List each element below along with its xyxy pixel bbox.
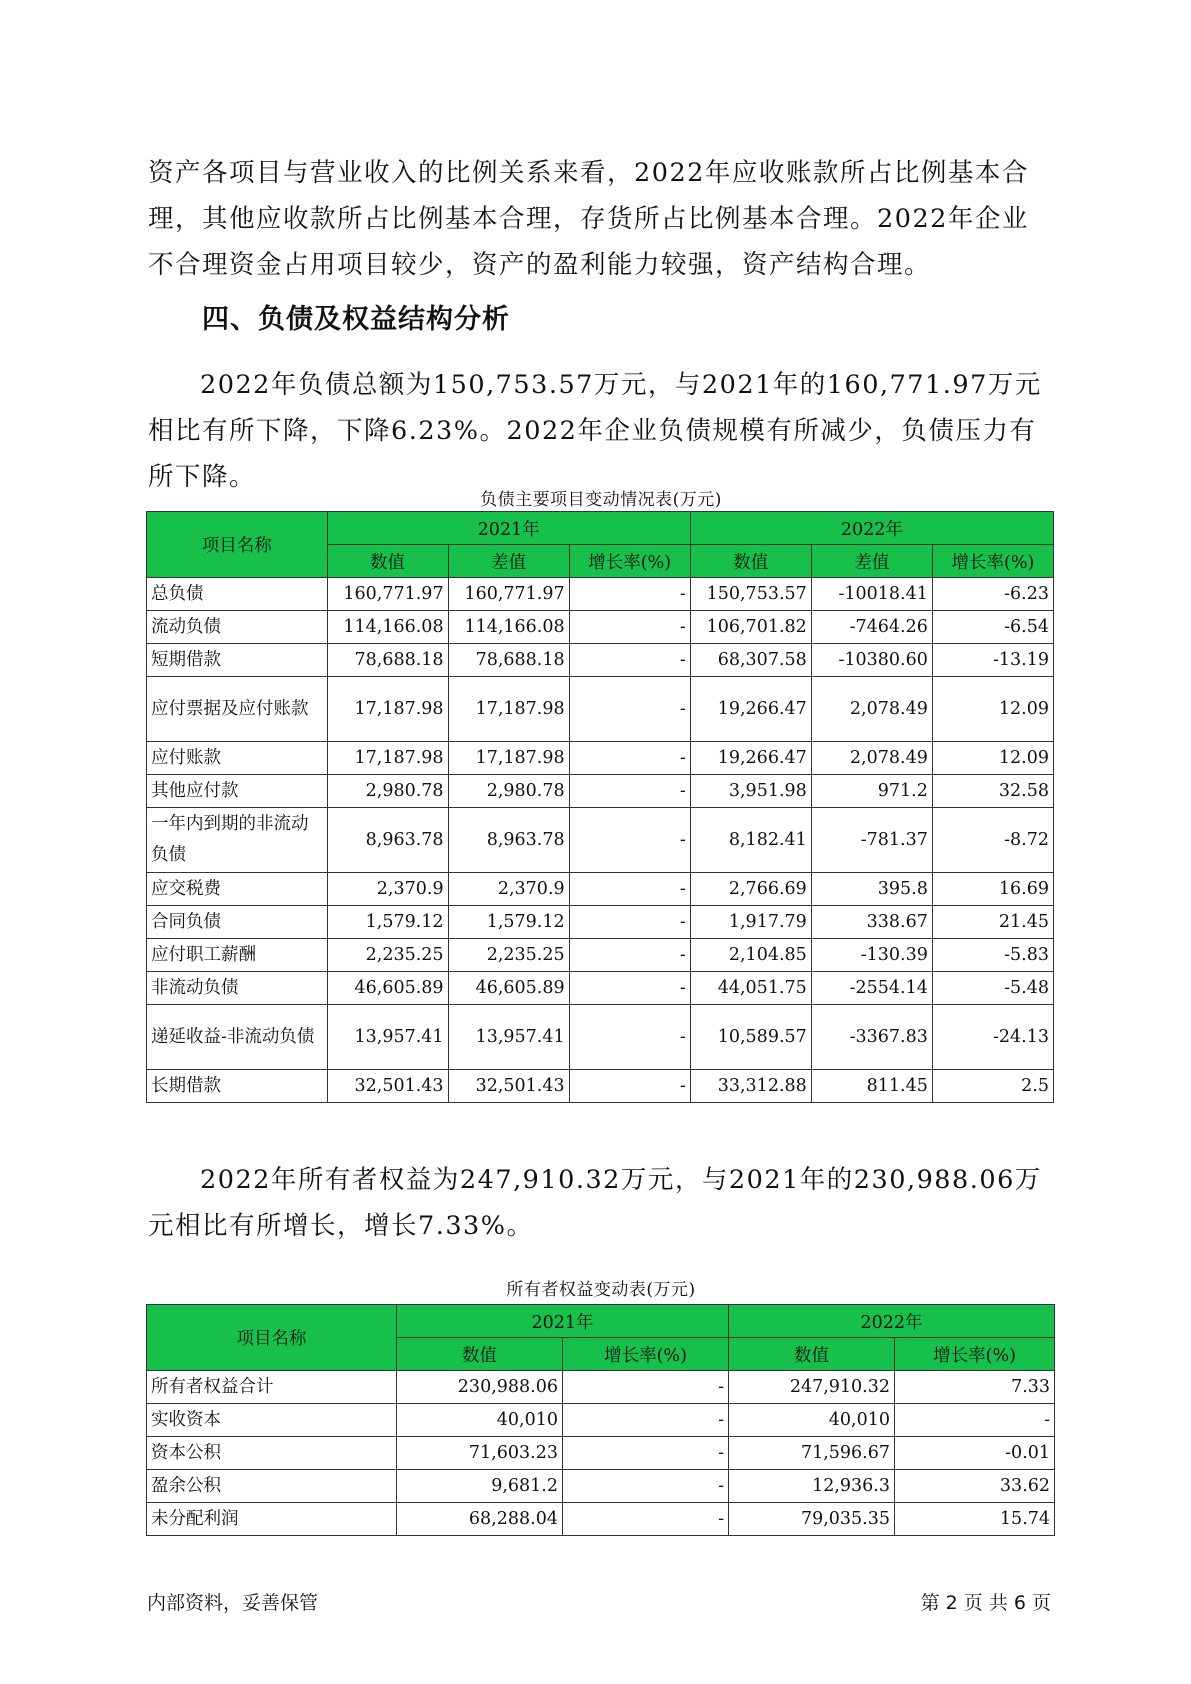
header-item-name: 项目名称: [147, 1305, 397, 1371]
cell-g2022: 21.45: [932, 906, 1053, 939]
row-label: 流动负债: [147, 611, 328, 644]
cell-v2022: 19,266.47: [690, 677, 811, 742]
cell-v2021: 32,501.43: [327, 1070, 448, 1103]
cell-v2022: 2,766.69: [690, 873, 811, 906]
cell-v2021: 114,166.08: [327, 611, 448, 644]
cell-d2021: 1,579.12: [448, 906, 569, 939]
cell-g2021: -: [569, 808, 690, 873]
table-row: [147, 873, 1054, 906]
footer-confidential-note: 内部资料，妥善保管: [147, 1592, 319, 1614]
cell-v2021: 9,681.2: [397, 1470, 563, 1503]
cell-v2021: 1,579.12: [327, 906, 448, 939]
cell-v2021: 78,688.18: [327, 644, 448, 677]
cell-v2022: 19,266.47: [690, 742, 811, 775]
cell-g2021: -: [563, 1503, 729, 1536]
cell-g2021: -: [569, 906, 690, 939]
row-label: 未分配利润: [147, 1503, 397, 1536]
table-row: [147, 1070, 1054, 1103]
cell-g2022: 7.33: [895, 1371, 1055, 1404]
row-label: 实收资本: [147, 1404, 397, 1437]
cell-v2022: 2,104.85: [690, 939, 811, 972]
table-row: [147, 775, 1054, 808]
table-row: [147, 1470, 1055, 1503]
intro-paragraph: 资产各项目与营业收入的比例关系来看，2022年应收账款所占比例基本合理，其他应收款所占比例基本合理，存货所占比例基本合理。2022年企业不合理资金占用项目较少，资产的盈利能力较强，资产结构合理。: [148, 158, 1029, 280]
cell-d2022: 2,078.49: [811, 677, 932, 742]
table-row: [147, 578, 1054, 611]
header-year-2022: 2022年: [729, 1305, 1055, 1338]
cell-g2021: -: [569, 1005, 690, 1070]
table-row: [147, 906, 1054, 939]
cell-g2022: -6.54: [932, 611, 1053, 644]
header-item-name: 项目名称: [147, 512, 328, 578]
cell-g2021: -: [569, 972, 690, 1005]
header-growth-2022: 增长率(%): [932, 545, 1053, 578]
header-diff-2022: 差值: [811, 545, 932, 578]
debt-table-caption: 负债主要项目变动情况表(万元): [480, 490, 722, 510]
table-row: [147, 1503, 1055, 1536]
cell-g2021: -: [563, 1437, 729, 1470]
cell-d2021: 46,605.89: [448, 972, 569, 1005]
cell-v2022: 247,910.32: [729, 1371, 895, 1404]
row-label: 总负债: [147, 578, 328, 611]
row-label: 所有者权益合计: [147, 1371, 397, 1404]
table-row: [147, 611, 1054, 644]
row-label: 非流动负债: [147, 972, 328, 1005]
equity-table: [146, 1304, 1055, 1536]
cell-v2022: 40,010: [729, 1404, 895, 1437]
row-label: 应付职工薪酬: [147, 939, 328, 972]
cell-d2022: 395.8: [811, 873, 932, 906]
cell-d2021: 160,771.97: [448, 578, 569, 611]
cell-d2022: -2554.14: [811, 972, 932, 1005]
cell-v2022: 3,951.98: [690, 775, 811, 808]
cell-g2021: -: [569, 873, 690, 906]
cell-d2022: 2,078.49: [811, 742, 932, 775]
cell-v2022: 10,589.57: [690, 1005, 811, 1070]
header-year-2021: 2021年: [327, 512, 690, 545]
cell-g2021: -: [563, 1470, 729, 1503]
cell-d2021: 8,963.78: [448, 808, 569, 873]
cell-v2021: 40,010: [397, 1404, 563, 1437]
cell-v2021: 2,235.25: [327, 939, 448, 972]
row-label: 资本公积: [147, 1437, 397, 1470]
cell-v2022: 106,701.82: [690, 611, 811, 644]
cell-g2022: -24.13: [932, 1005, 1053, 1070]
cell-v2022: 44,051.75: [690, 972, 811, 1005]
cell-d2022: -7464.26: [811, 611, 932, 644]
cell-d2022: -130.39: [811, 939, 932, 972]
row-label: 长期借款: [147, 1070, 328, 1103]
header-value-2022: 数值: [729, 1338, 895, 1371]
cell-g2022: -13.19: [932, 644, 1053, 677]
header-year-2022: 2022年: [690, 512, 1053, 545]
table-row: [147, 1404, 1055, 1437]
row-label: 一年内到期的非流动负债: [147, 808, 328, 873]
cell-v2021: 17,187.98: [327, 677, 448, 742]
row-label: 递延收益-非流动负债: [147, 1005, 328, 1070]
header-diff-2021: 差值: [448, 545, 569, 578]
row-label: 应付票据及应付账款: [147, 677, 328, 742]
cell-d2022: 971.2: [811, 775, 932, 808]
cell-g2021: -: [563, 1371, 729, 1404]
cell-v2021: 17,187.98: [327, 742, 448, 775]
cell-d2022: -10380.60: [811, 644, 932, 677]
cell-d2021: 2,980.78: [448, 775, 569, 808]
cell-v2021: 2,370.9: [327, 873, 448, 906]
cell-g2022: -: [895, 1404, 1055, 1437]
cell-g2022: 12.09: [932, 677, 1053, 742]
table-row: [147, 742, 1054, 775]
cell-d2021: 13,957.41: [448, 1005, 569, 1070]
cell-v2022: 33,312.88: [690, 1070, 811, 1103]
equity-table-caption: 所有者权益变动表(万元): [506, 1280, 696, 1300]
cell-v2021: 68,288.04: [397, 1503, 563, 1536]
cell-v2021: 71,603.23: [397, 1437, 563, 1470]
cell-g2022: -8.72: [932, 808, 1053, 873]
cell-g2021: -: [569, 578, 690, 611]
cell-g2021: -: [569, 742, 690, 775]
cell-d2021: 2,370.9: [448, 873, 569, 906]
table-row: [147, 677, 1054, 742]
table-row: [147, 972, 1054, 1005]
equity-paragraph: 2022年所有者权益为247,910.32万元，与2021年的230,988.06万元相比有所增长，增长7.33%。: [148, 1165, 1042, 1241]
table-row: [147, 1371, 1055, 1404]
cell-d2021: 114,166.08: [448, 611, 569, 644]
cell-g2021: -: [569, 677, 690, 742]
cell-g2022: 15.74: [895, 1503, 1055, 1536]
cell-g2022: 33.62: [895, 1470, 1055, 1503]
cell-g2021: -: [569, 939, 690, 972]
cell-v2022: 79,035.35: [729, 1503, 895, 1536]
header-value-2022: 数值: [690, 545, 811, 578]
cell-g2022: 12.09: [932, 742, 1053, 775]
cell-d2022: -781.37: [811, 808, 932, 873]
cell-g2022: -5.48: [932, 972, 1053, 1005]
header-value-2021: 数值: [397, 1338, 563, 1371]
cell-g2022: -0.01: [895, 1437, 1055, 1470]
cell-v2021: 160,771.97: [327, 578, 448, 611]
cell-v2022: 150,753.57: [690, 578, 811, 611]
cell-d2022: -10018.41: [811, 578, 932, 611]
cell-v2022: 1,917.79: [690, 906, 811, 939]
debt-paragraph: 2022年负债总额为150,753.57万元，与2021年的160,771.97万元相比有所下降，下降6.23%。2022年企业负债规模有所减少，负债压力有所下降。: [148, 370, 1042, 492]
row-label: 合同负债: [147, 906, 328, 939]
row-label: 应交税费: [147, 873, 328, 906]
header-growth-2021: 增长率(%): [569, 545, 690, 578]
cell-g2022: -5.83: [932, 939, 1053, 972]
table-row: [147, 644, 1054, 677]
table-row: [147, 808, 1054, 873]
cell-g2022: 32.58: [932, 775, 1053, 808]
row-label: 应付账款: [147, 742, 328, 775]
row-label: 短期借款: [147, 644, 328, 677]
row-label: 盈余公积: [147, 1470, 397, 1503]
table-row: [147, 1005, 1054, 1070]
cell-d2022: 811.45: [811, 1070, 932, 1103]
cell-d2021: 17,187.98: [448, 742, 569, 775]
cell-v2022: 68,307.58: [690, 644, 811, 677]
cell-g2022: -6.23: [932, 578, 1053, 611]
cell-d2021: 17,187.98: [448, 677, 569, 742]
cell-v2021: 46,605.89: [327, 972, 448, 1005]
table-row: [147, 939, 1054, 972]
cell-v2022: 71,596.67: [729, 1437, 895, 1470]
cell-g2021: -: [569, 611, 690, 644]
footer-page-number: 第 2 页 共 6 页: [920, 1592, 1051, 1614]
debt-table: [146, 511, 1054, 1103]
cell-g2021: -: [569, 644, 690, 677]
cell-v2021: 13,957.41: [327, 1005, 448, 1070]
cell-g2022: 16.69: [932, 873, 1053, 906]
header-value-2021: 数值: [327, 545, 448, 578]
header-growth-2021: 增长率(%): [563, 1338, 729, 1371]
header-year-2021: 2021年: [397, 1305, 729, 1338]
section-heading: 四、负债及权益结构分析: [202, 304, 510, 335]
cell-g2022: 2.5: [932, 1070, 1053, 1103]
header-growth-2022: 增长率(%): [895, 1338, 1055, 1371]
table-row: [147, 1437, 1055, 1470]
cell-d2021: 2,235.25: [448, 939, 569, 972]
cell-v2021: 230,988.06: [397, 1371, 563, 1404]
cell-v2021: 2,980.78: [327, 775, 448, 808]
cell-d2022: -3367.83: [811, 1005, 932, 1070]
cell-v2022: 12,936.3: [729, 1470, 895, 1503]
cell-v2021: 8,963.78: [327, 808, 448, 873]
cell-g2021: -: [563, 1404, 729, 1437]
cell-v2022: 8,182.41: [690, 808, 811, 873]
cell-d2022: 338.67: [811, 906, 932, 939]
cell-g2021: -: [569, 775, 690, 808]
cell-g2021: -: [569, 1070, 690, 1103]
cell-d2021: 32,501.43: [448, 1070, 569, 1103]
cell-d2021: 78,688.18: [448, 644, 569, 677]
row-label: 其他应付款: [147, 775, 328, 808]
